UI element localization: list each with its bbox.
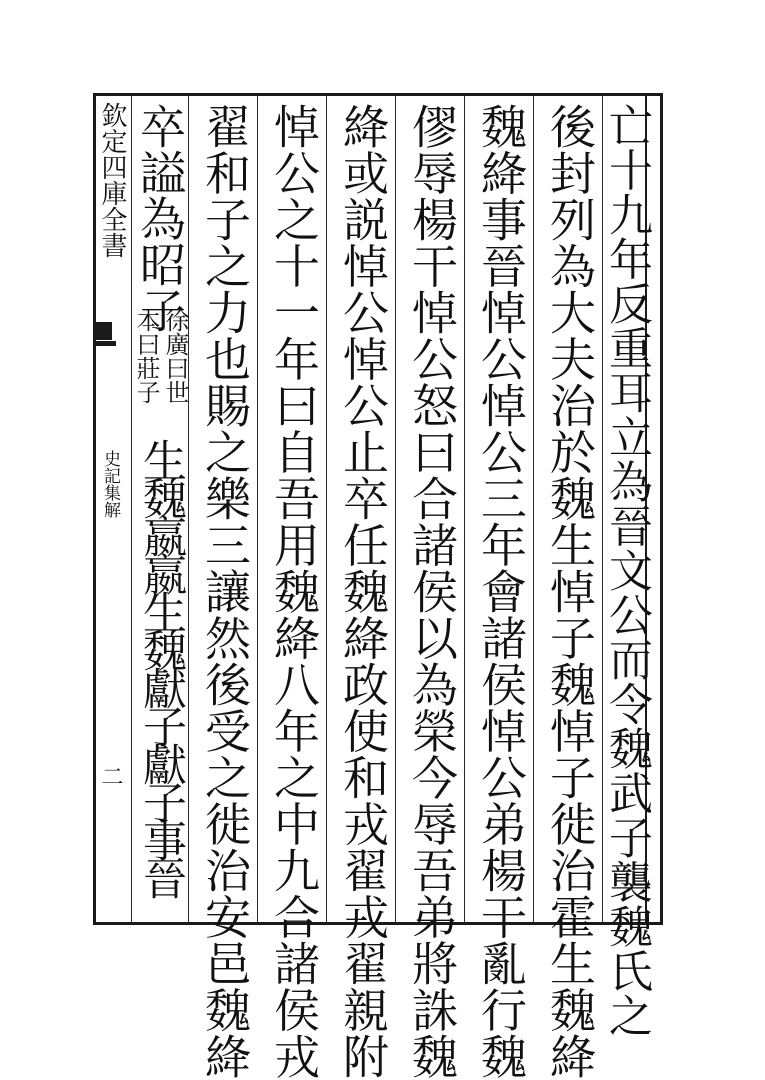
column-8-text-bottom: 生魏嬴嬴生魏獻子獻子事晉 bbox=[135, 438, 186, 894]
margin-book-title: 史記集解 bbox=[100, 450, 120, 518]
annotation-right: 徐廣曰世 bbox=[161, 308, 189, 404]
text-column-6: 悼公之十一年曰自吾用魏絳八年之中九合諸侯戎 bbox=[267, 103, 321, 1080]
text-column-7: 翟和子之力也賜之樂三讓然後受之徙治安邑魏絳 bbox=[198, 103, 252, 1080]
text-column-5: 絳或説悼公悼公止卒任魏絳政使和戎翟戎翟親附 bbox=[336, 103, 390, 1080]
margin-fishtail-mark bbox=[94, 322, 112, 340]
text-column-3: 魏絳事晉悼公悼公三年會諸侯悼公弟楊干亂行魏 bbox=[474, 103, 528, 1080]
margin-page-number: 二 bbox=[98, 765, 123, 787]
margin-fishtail-line bbox=[94, 341, 116, 346]
text-column-8 bbox=[131, 103, 188, 918]
text-column-2: 後封列為大夫治於魏生悼子魏悼子徙治霍生魏絳 bbox=[543, 103, 597, 1080]
margin-collection-title: 欽定四庫全書 bbox=[97, 102, 127, 258]
text-column-1: 亡十九年反重耳立為晉文公而令魏武子襲魏氏之 bbox=[601, 103, 652, 1038]
annotation-left: 本曰莊子 bbox=[132, 308, 160, 404]
text-column-4: 僇辱楊干悼公怒曰合諸侯以為榮今辱吾弟將誅魏 bbox=[405, 103, 459, 1080]
column-8-text-top: 卒謚為昭子 bbox=[133, 103, 187, 333]
